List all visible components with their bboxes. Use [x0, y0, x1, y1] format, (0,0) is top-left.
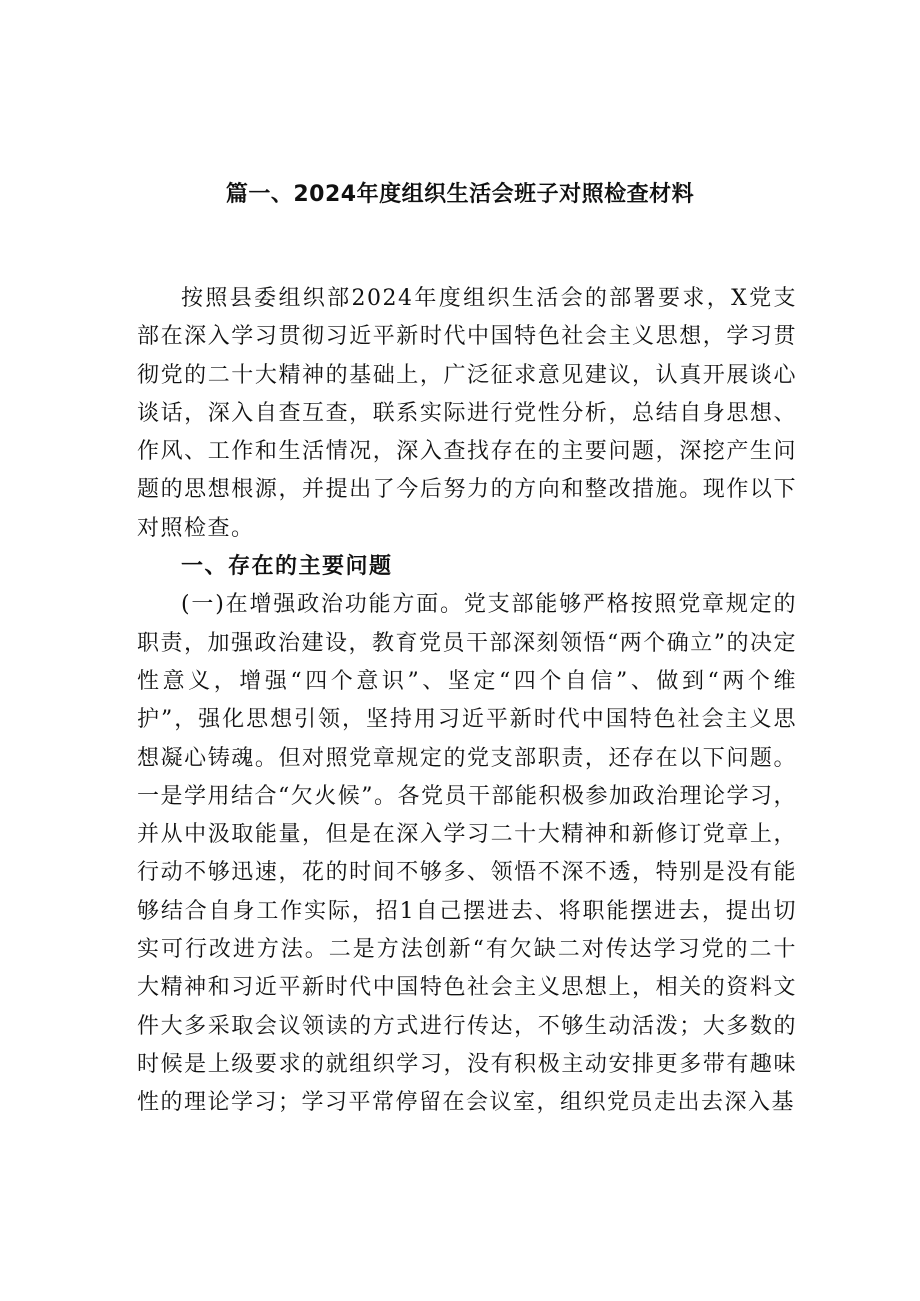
document-title: 篇一、2024年度组织生活会班子对照检查材料	[225, 182, 695, 207]
document-body	[137, 280, 797, 1123]
section-heading: 一、存在的主要问题	[181, 554, 393, 580]
intro-paragraph: 按照县委组织部2024年度组织生活会的部署要求，X党支部在深入学习贯彻习近平新时代中国特色社会主义思想，学习贯彻党的二十大精神的基础上，广泛征求意见建议，认真开展谈心谈话，深入自查互查，联系实际进行党性分析，总结自身思想、作风、工作和生活情况，深入查找存在的主要问题，深挖产生问题的思想根源，并提出了今后努力的方向和整改措施。现作以下对照检查。	[137, 286, 797, 541]
section-paragraph: (一)在增强政治功能方面。党支部能够严格按照党章规定的职责，加强政治建设，教育党员干部深刻领悟“两个确立”的决定性意义，增强“四个意识”、坚定“四个自信”、做到“两个维护”，强化思想引领，坚持用习近平新时代中国特色社会主义思想凝心铸魂。但对照党章规定的党支部职责，还存在以下问题。一是学用结合“欠火候”。各党员干部能积极参加政治理论学习，并从中汲取能量，但是在深入学习二十大精神和新修订党章上，行动不够迅速，花的时间不够多、领悟不深不透，特别是没有能够结合自身工作实际，招1自己摆进去、将职能摆进去，提出切实可行改进方法。二是方法创新“有欠缺二对传达学习党的二十大精神和习近平新时代中国特色社会主义思想上，相关的资料文件大多采取会议领读的方式进行传达，不够生动活泼；大多数的时候是上级要求的就组织学习，没有积极主动安排更多带有趣味性的理论学习；学习平常停留在会议室，组织党员走出去深入基	[137, 592, 797, 1116]
